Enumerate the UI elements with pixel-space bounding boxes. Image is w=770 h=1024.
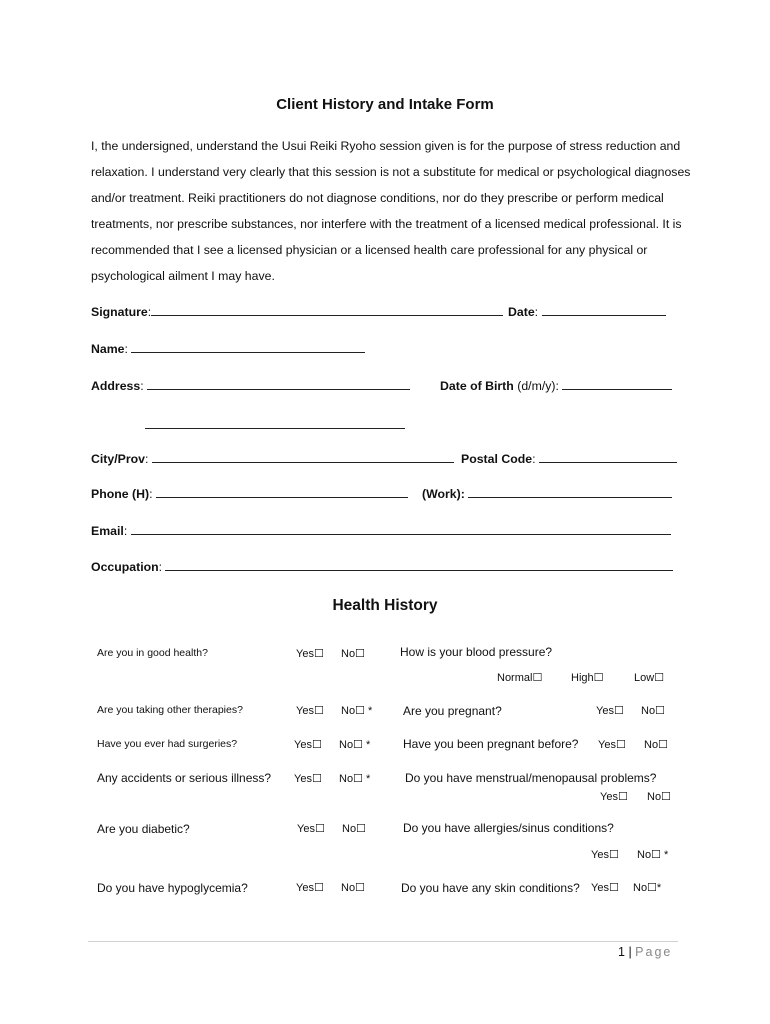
dob-row (440, 378, 672, 393)
hypoglycemia-no[interactable]: No☐ (341, 882, 365, 894)
email-label: Email (91, 524, 124, 538)
dob-format: (d/m/y): (517, 379, 559, 393)
surgeries-no[interactable]: No☐ * (339, 739, 371, 751)
page-number: 1 (618, 945, 625, 959)
email-line[interactable] (131, 523, 671, 535)
address-line-2[interactable] (145, 416, 405, 429)
date-line[interactable] (542, 304, 666, 316)
email-row: Email: (91, 523, 671, 538)
phone-label: Phone (H) (91, 487, 150, 501)
pregnant-no[interactable]: No☐ (641, 705, 665, 717)
occupation-row: Occupation: (91, 559, 673, 574)
skin-yes[interactable]: Yes☐ (591, 882, 619, 894)
question-allergies: Do you have allergies/sinus conditions? (403, 821, 614, 835)
question-menstrual: Do you have menstrual/menopausal problems? (405, 771, 657, 785)
menstrual-yes[interactable]: Yes☐ (600, 791, 628, 803)
signature-row: Signature: (91, 304, 503, 319)
work-line[interactable] (468, 486, 672, 498)
accidents-no[interactable]: No☐ * (339, 773, 371, 785)
work-label: (Work): (422, 487, 465, 501)
question-good-health: Are you in good health? (97, 647, 208, 659)
question-diabetic: Are you diabetic? (97, 822, 190, 836)
form-title: Client History and Intake Form (276, 96, 494, 113)
page-footer (618, 945, 672, 959)
consent-paragraph: I, the undersigned, understand the Usui Reiki Ryoho session given is for the purpose of stress reduction and relaxation. I understand very clearly that this session is not a substitute for medical or psychological diagnoses and/or treatment. Reiki practitioners do not diagnose conditions, nor do they prescribe or perform medical treatments, nor prescribe substances, nor interfere with the treatment of a licensed medical professional. It is recommended that I see a licensed physician or a licensed health care professional for any physical or psychological ailment I may have. (91, 139, 691, 283)
menstrual-no[interactable]: No☐ (647, 791, 671, 803)
date-label: Date (508, 305, 535, 319)
city-row: City/Prov: (91, 451, 454, 466)
question-pregnant-before: Have you been pregnant before? (403, 737, 579, 751)
date-row: Date: (508, 304, 666, 319)
occupation-label: Occupation (91, 560, 159, 574)
page-separator: | (628, 945, 632, 959)
name-line[interactable] (131, 341, 365, 353)
footer-divider (88, 941, 678, 942)
therapies-no[interactable]: No☐ * (341, 705, 373, 717)
diabetic-no[interactable]: No☐ (342, 823, 366, 835)
pregnant-yes[interactable]: Yes☐ (596, 705, 624, 717)
allergies-no[interactable]: No☐ * (637, 849, 669, 861)
question-accidents: Any accidents or serious illness? (97, 771, 272, 785)
bp-low[interactable]: Low☐ (634, 672, 665, 684)
address-label: Address (91, 379, 141, 393)
skin-no[interactable]: No☐* (633, 882, 662, 894)
dob-line[interactable] (562, 378, 672, 390)
phone-row: Phone (H): (91, 486, 408, 501)
postal-line[interactable] (539, 451, 677, 463)
question-blood-pressure: How is your blood pressure? (400, 645, 553, 659)
good-health-yes[interactable]: Yes☐ (296, 648, 324, 660)
accidents-yes[interactable]: Yes☐ (294, 773, 322, 785)
work-row (422, 486, 672, 501)
phone-line[interactable] (156, 486, 408, 498)
address-row: Address: (91, 378, 410, 393)
therapies-yes[interactable]: Yes☐ (296, 705, 324, 717)
signature-line[interactable] (151, 304, 503, 316)
occupation-line[interactable] (165, 559, 673, 571)
address-line-1[interactable] (147, 378, 410, 390)
name-label: Name (91, 342, 125, 356)
diabetic-yes[interactable]: Yes☐ (297, 823, 325, 835)
pregnant-before-no[interactable]: No☐ (644, 739, 668, 751)
allergies-yes[interactable]: Yes☐ (591, 849, 619, 861)
bp-high[interactable]: High☐ (571, 672, 604, 684)
question-hypoglycemia: Do you have hypoglycemia? (97, 881, 248, 895)
hypoglycemia-yes[interactable]: Yes☐ (296, 882, 324, 894)
bp-normal[interactable]: Normal☐ (497, 672, 543, 684)
dob-label: Date of Birth (440, 379, 514, 393)
question-pregnant: Are you pregnant? (403, 704, 502, 718)
pregnant-before-yes[interactable]: Yes☐ (598, 739, 626, 751)
postal-row: Postal Code: (461, 451, 677, 466)
signature-label: Signature (91, 305, 148, 319)
good-health-no[interactable]: No☐ (341, 648, 365, 660)
city-label: City/Prov (91, 452, 145, 466)
question-therapies: Are you taking other therapies? (97, 704, 243, 716)
health-history-heading: Health History (332, 597, 438, 614)
question-skin: Do you have any skin conditions? (401, 881, 580, 895)
postal-label: Postal Code (461, 452, 533, 466)
page-label: Page (635, 945, 673, 959)
surgeries-yes[interactable]: Yes☐ (294, 739, 322, 751)
name-row: Name: (91, 341, 365, 356)
question-surgeries: Have you ever had surgeries? (97, 738, 238, 750)
city-line[interactable] (152, 451, 454, 463)
